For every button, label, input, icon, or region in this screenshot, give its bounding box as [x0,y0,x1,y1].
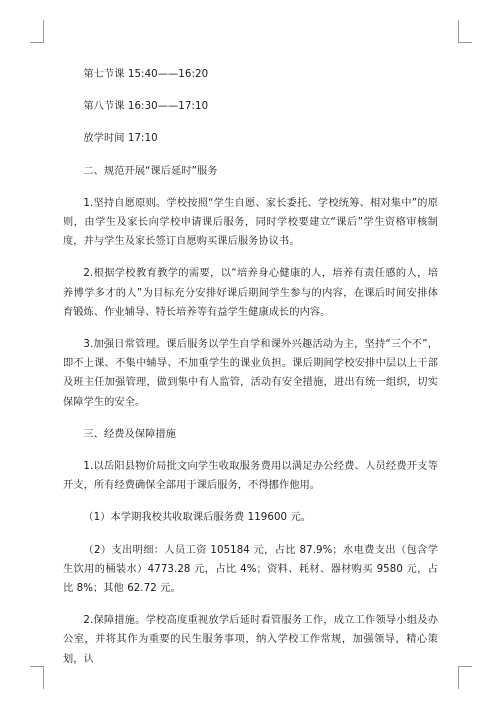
paragraph-expense-details: （2）支出明细：人员工资 105184 元，占比 87.9%；水电费支出（包含学生饮用的桶装水）4773.28 元，占比 4%；资料、耗材、器材购买 9580 元，占比 8%；其他 62.72 元。 [63,544,438,595]
crop-mark-top-right [458,20,472,43]
schedule-line-period-7: 第七节课 15:40——16:20 [83,69,209,80]
crop-mark-top-left [30,20,44,43]
section-heading-3: 三、经费及保障措施 [83,428,176,440]
paragraph-fee-total: （1）本学期我校共收取课后服务费 119600 元。 [83,512,312,524]
section-heading-2: 二、规范开展“课后延时”服务 [83,165,218,177]
paragraph-daily-management: 3.加强日常管理。课后服务以学生自学和课外兴趣活动为主，坚持“三个不”，即不上课、不集中辅导、不加重学生的课业负担。课后期间学校安排中层以上干部及班主任加强管理，做到集中有人监管，活动有安全措施，进出有统一组织，切实保障学生的安全。 [63,339,438,408]
crop-mark-bottom-right [458,666,472,689]
paragraph-voluntary-principle: 1.坚持自愿原则。学校按照“学生自愿、家长委托、学校统筹、相对集中”的原则，由学生及家长向学校申请课后服务，同时学校要建立“课后”学生资格审核制度，并与学生及家长签订自愿购买课后服务协议书。 [63,197,438,248]
paragraph-safeguard-measures: 2.保障措施。学校高度重视放学后延时看管服务工作，成立工作领导小组及办公室，并将其作为重要的民生服务事项，纳入学校工作常规，加强领导，精心策划，认 [63,615,438,665]
paragraph-teaching-needs: 2.根据学校教育教学的需要，以“培养身心健康的人，培养有责任感的人，培养博学多才的人”为目标充分安排好课后期间学生参与的内容，在课后时间安排体育锻炼、作业辅导、特长培养等有益学生健康成长的内容。 [63,268,438,318]
document-body [63,65,438,682]
schedule-line-dismissal: 放学时间 17:10 [83,133,158,145]
paragraph-fee-collection: 1.以岳阳县物价局批文向学生收取服务费用以满足办公经费、人员经费开支等开支，所有经费确保全部用于课后服务，不得挪作他用。 [63,461,438,492]
schedule-line-period-8: 第八节课 16:30——17:10 [83,101,209,113]
crop-mark-bottom-left [30,666,44,689]
